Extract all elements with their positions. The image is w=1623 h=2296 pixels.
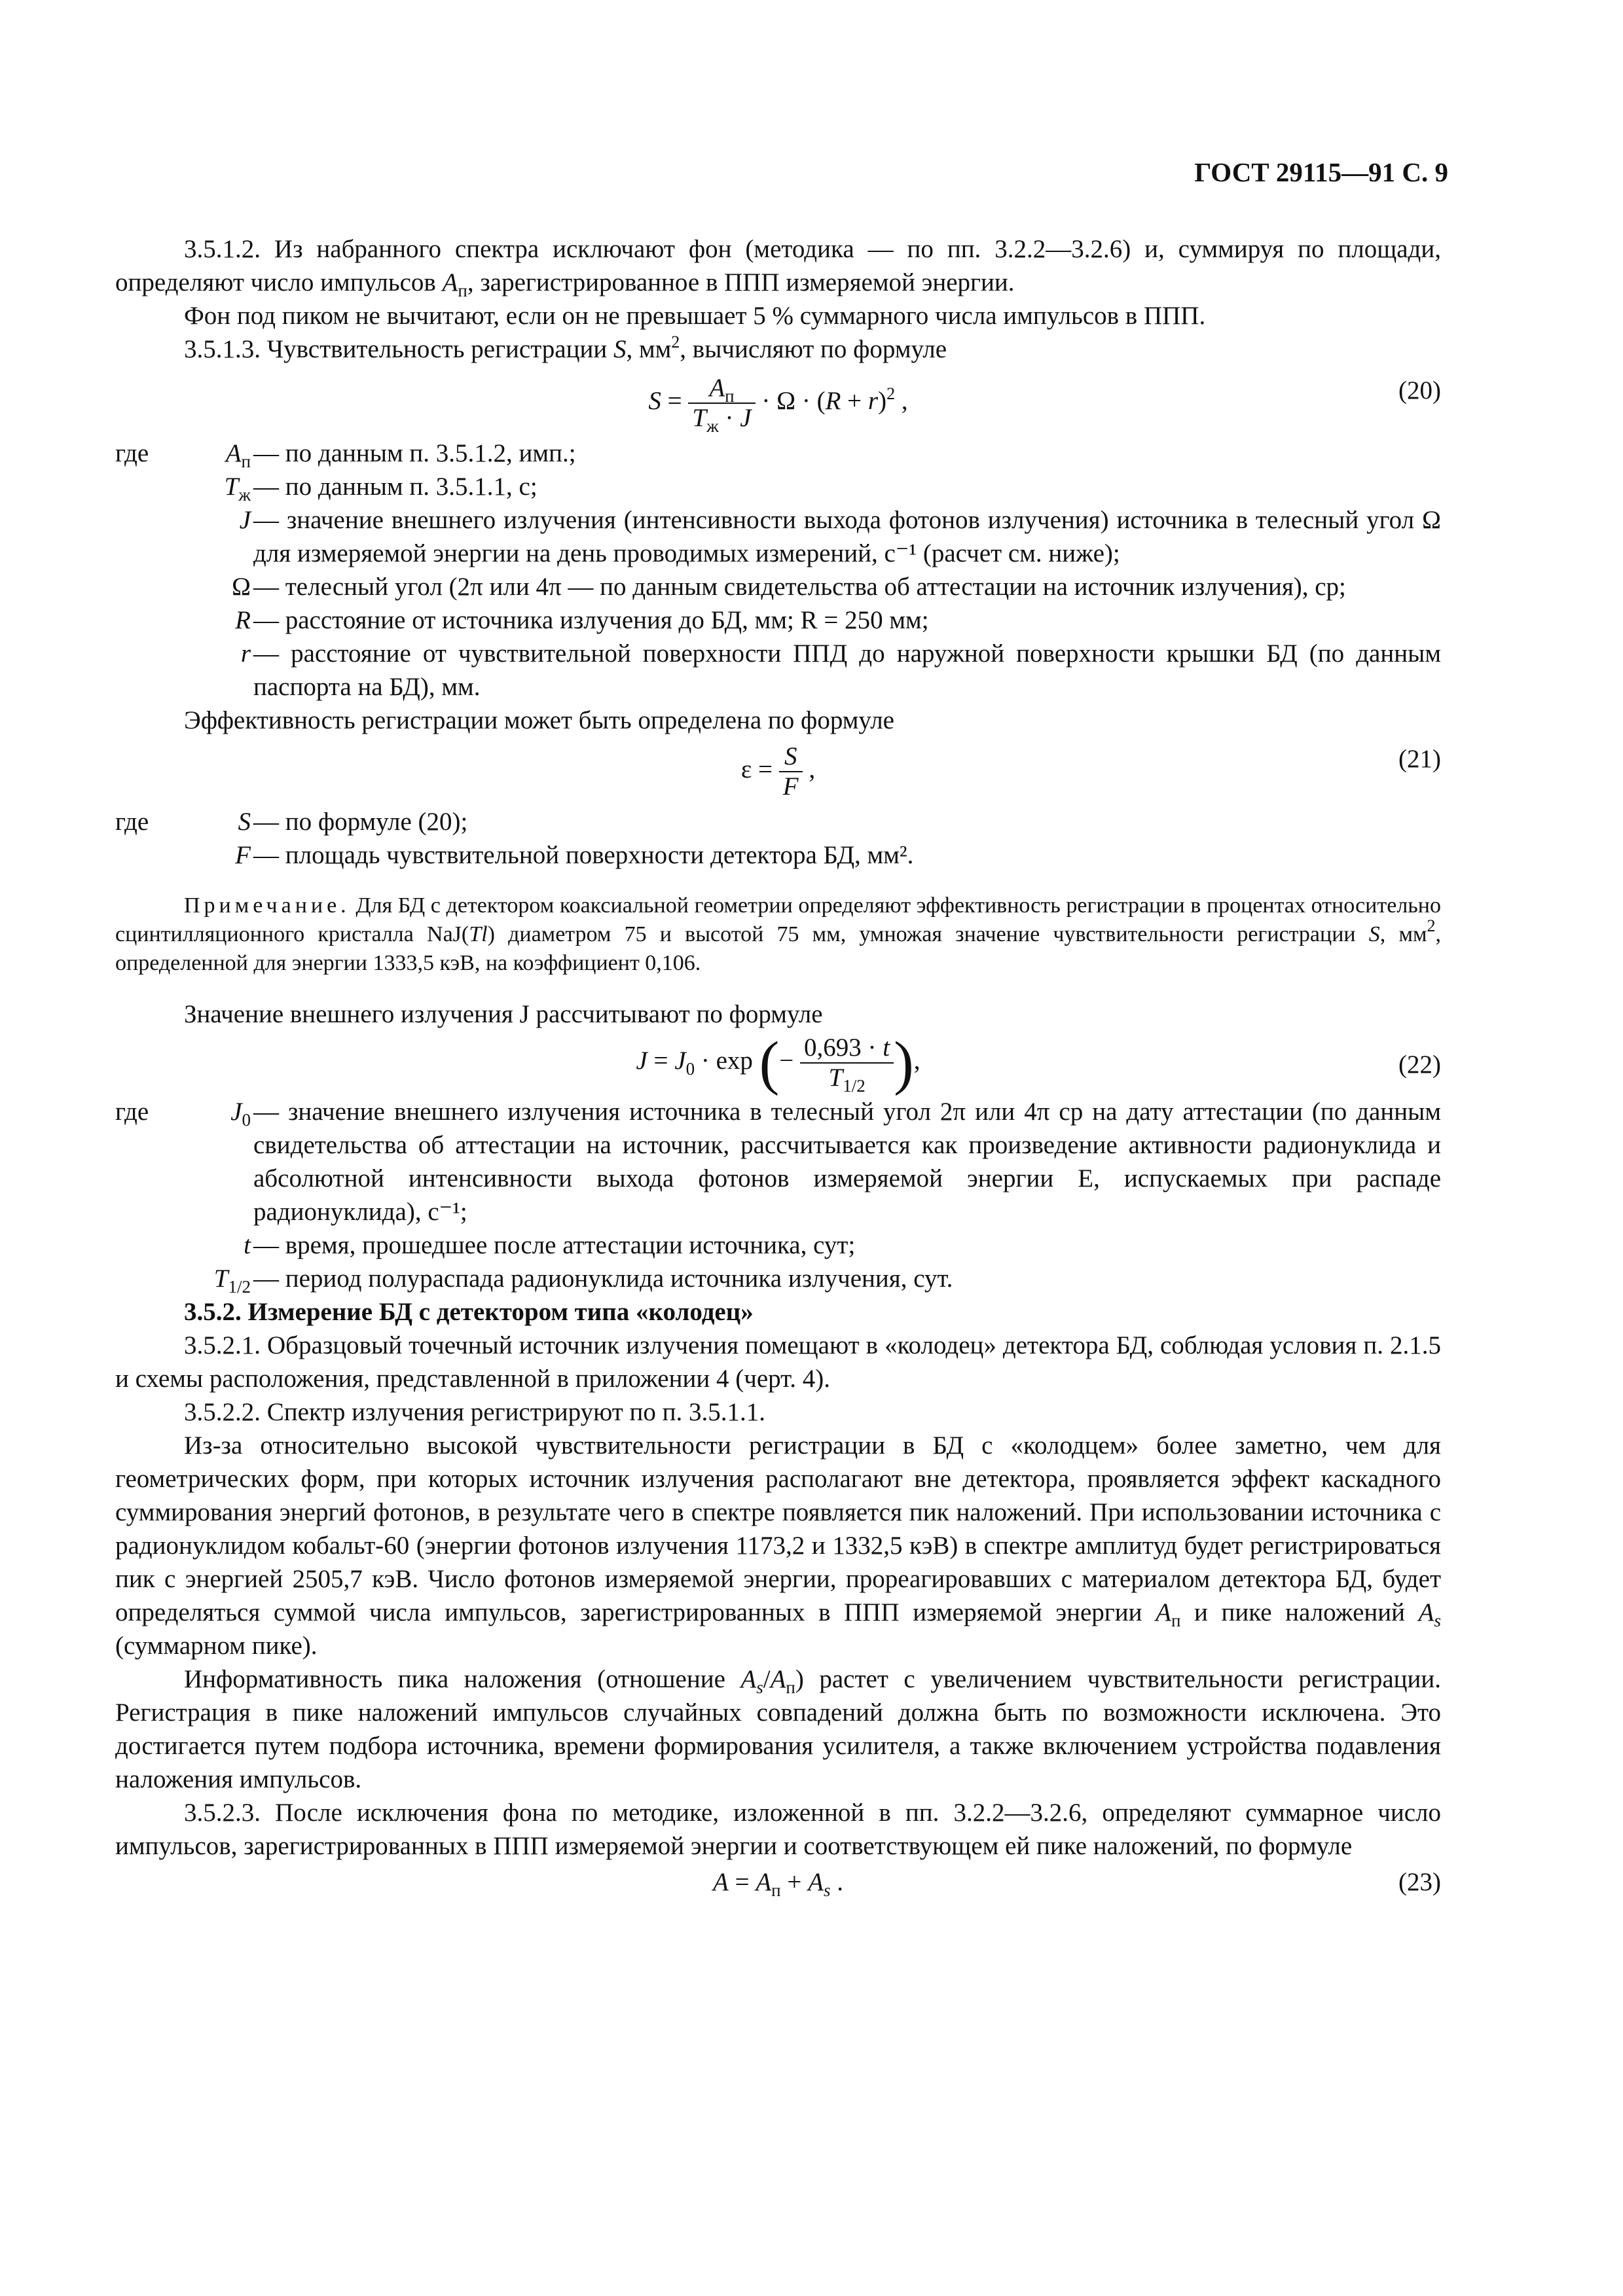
paragraph-efficiency: Эффективность регистрации может быть определена по формуле (184, 706, 894, 734)
legend-formula-22: где $J_0$ — значение внешнего излучения источника в телесный угол 2π или 4π ср на дату аттестации (по данным свидетельства об аттестации на источник, рассчитывается как произведение активности радионуклида и абсолютной интенсивности выхода фотонов измеряемой энергии E, испускаемых при распаде радионуклида), с⁻¹; t — время, прошедшее после аттестации источника, сут; $T_{1/2}$ — период полураспада радионуклида источника излучения, сут. (115, 1098, 1441, 1297)
equation-number-22: (22) (1398, 1050, 1441, 1079)
paragraph-J: Значение внешнего излучения J рассчитывают по формуле (184, 1000, 823, 1028)
paragraph-3-5-2-2: 3.5.2.2. Спектр излучения регистрируют по п. 3.5.1.1. (184, 1398, 766, 1426)
legend-formula-21: где S — по формуле (20); F — площадь чувствительной поверхности детектора БД, мм². (115, 808, 914, 869)
page-header: ГОСТ 29115—91 С. 9 (1194, 157, 1448, 187)
formula-23: $A = A_п + A_s$ . (23) (115, 1865, 1441, 1899)
formula-21: ε = $\frac{S}{F}$ , (21) (740, 742, 1441, 800)
heading-3-5-2: 3.5.2. Измерение БД с детектором типа «колодец» (184, 1298, 754, 1326)
formula-22: $J = J_0 \cdot \exp$ (− $\frac{0,693 \cdot t}{T_{1/2}}$ ), (22) (636, 1029, 1441, 1096)
paragraph-3-5-2-3: 3.5.2.3. После исключения фона по методике, изложенной в пп. 3.2.2—3.2.6, определяют суммарное число импульсов, зарегистрированных в ППП измеряемой энергии и соответствующем ей пике наложений, по формуле (115, 1799, 1441, 1860)
paragraph-3-5-1-3: 3.5.1.3. Чувствительность регистрации S, $мм^2$, вычисляют по формуле (184, 332, 947, 363)
legend-formula-20: где $A_п$ — по данным п. 3.5.1.2, имп.; $T_ж$ — по данным п. 3.5.1.1, с; J — значение внешнего излучения (интенсивности выхода фотонов излучения) источника в телесный угол Ω для измеряемой энергии на день проводимых измерений, с⁻¹ (расчет см. ниже); Ω — телесный угол (2π или 4π — по данным свидетельства об аттестации на источник излучения), ср; R — расстояние от источника излучения до БД, мм; R = 250 мм; r — расстояние от чувствительной поверхности ППД до наружной поверхности крышки БД (по данным паспорта на БД), мм. (115, 439, 1441, 701)
equation-number-21: (21) (1398, 745, 1441, 773)
note: Примечание. Для БД с детектором коаксиальной геометрии определяют эффективность регистрации в процентах относительно сцинтилляционного кристалла NaJ(Tl) диаметром 75 и высотой 75 мм, умножая значение чувствительности регистрации S, $мм^2$, определенной для энергии 1333,5 кэВ, на коэффициент 0,106. (115, 893, 1442, 975)
paragraph-cascade-summing: Из-за относительно высокой чувствительности регистрации в БД с «колодцем» более заметно, чем для геометрических форм, при которых источник излучения располагают вне детектора, проявляется эффект каскадного суммирования энергий фотонов, в результате чего в спектре появляется пик наложений. При использовании источника с радионуклидом кобальт-60 (энергии фотонов излучения 1173,2 и 1332,5 кэВ) в спектре амплитуд будет регистрироваться пик с энергией 2505,7 кэВ. Число фотонов измеряемой энергии, прореагировавших с материалом детектора БД, будет определяться суммой числа импульсов, зарегистрированных в ППП измеряемой энергии $A_п$ и пике наложений $A_s$ (суммарном пике). (115, 1431, 1441, 1660)
paragraph-3-5-2-1: 3.5.2.1. Образцовый точечный источник излучения помещают в «колодец» детектора БД, соблюдая условия п. 2.1.5 и схемы расположения, представленной в приложении 4 (черт. 4). (115, 1331, 1441, 1393)
paragraph-background: Фон под пиком не вычитают, если он не превышает 5 % суммарного числа импульсов в ППП. (184, 302, 1206, 330)
paragraph-informativeness: Информативность пика наложения (отношение $A_s/A_п$) растет с увеличением чувствительности регистрации. Регистрация в пике наложений импульсов случайных совпадений должна быть по возможности исключена. Это достигается путем подбора источника, времени формирования усилителя, а также включением устройства подавления наложения импульсов. (115, 1665, 1441, 1793)
formula-22-fraction: $\frac{0,693 \cdot t}{T_{1/2}}$ (800, 1033, 894, 1092)
formula-20: S = $\frac{A_п}{T_ж \cdot J}$ · $\Omega \cdot (R + r)^2$ , (20) (648, 374, 1441, 436)
equation-number-20: (20) (1398, 376, 1441, 404)
formula-20-fraction: $\frac{A_п}{T_ж \cdot J}$ (688, 374, 755, 433)
equation-number-23: (23) (1398, 1868, 1441, 1896)
document-body (115, 232, 1441, 1899)
paragraph-3-5-1-2: 3.5.1.2. Из набранного спектра исключают фон (методика — по пп. 3.2.2—3.2.6) и, суммируя по площади, определяют число импульсов $A_п$, зарегистрированное в ППП измеряемой энергии. (115, 235, 1441, 300)
formula-21-fraction: $\frac{S}{F}$ (779, 742, 803, 801)
